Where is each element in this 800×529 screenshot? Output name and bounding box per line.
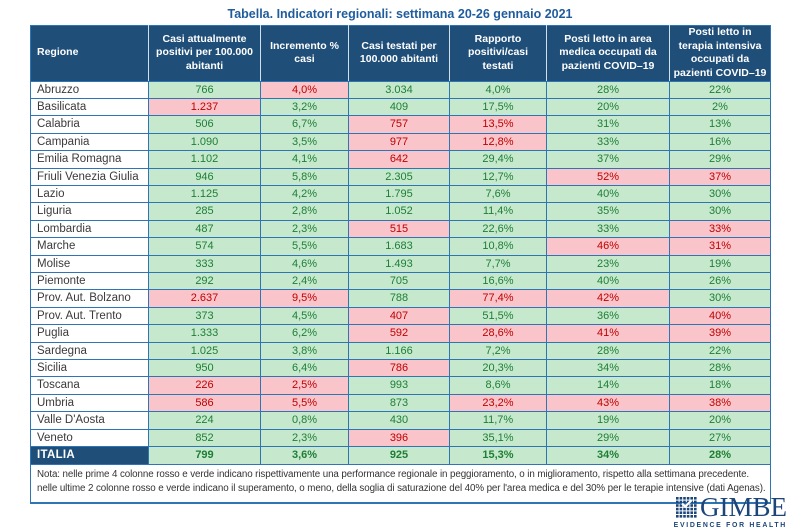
region-cell: Lombardia (31, 220, 149, 237)
value-cell: 766 (149, 81, 261, 98)
value-cell: 993 (349, 377, 450, 394)
value-cell: 3,5% (261, 133, 349, 150)
region-cell: Molise (31, 255, 149, 272)
region-cell: ITALIA (31, 447, 149, 464)
value-cell: 38% (670, 394, 771, 411)
table-row (31, 81, 771, 98)
value-cell: 852 (149, 429, 261, 446)
table-row (31, 342, 771, 359)
table-row (31, 429, 771, 446)
value-cell: 586 (149, 394, 261, 411)
value-cell: 77,4% (450, 290, 547, 307)
gimbe-logo-text: GIMBE (700, 492, 787, 522)
value-cell: 40% (547, 186, 670, 203)
value-cell: 34% (547, 447, 670, 464)
value-cell: 4,0% (261, 81, 349, 98)
value-cell: 1.052 (349, 203, 450, 220)
value-cell: 292 (149, 273, 261, 290)
value-cell: 46% (547, 238, 670, 255)
gimbe-logo-tagline: EVIDENCE FOR HEALTH (673, 522, 787, 529)
value-cell: 33% (547, 220, 670, 237)
value-cell: 19% (670, 255, 771, 272)
value-cell: 29% (547, 429, 670, 446)
value-cell: 16,6% (450, 273, 547, 290)
value-cell: 515 (349, 220, 450, 237)
value-cell: 29% (670, 151, 771, 168)
value-cell: 642 (349, 151, 450, 168)
value-cell: 33% (670, 220, 771, 237)
value-cell: 11,7% (450, 412, 547, 429)
value-cell: 396 (349, 429, 450, 446)
value-cell: 43% (547, 394, 670, 411)
region-cell: Emilia Romagna (31, 151, 149, 168)
value-cell: 786 (349, 360, 450, 377)
value-cell: 16% (670, 133, 771, 150)
value-cell: 30% (670, 290, 771, 307)
value-cell: 4,2% (261, 186, 349, 203)
table-row (31, 273, 771, 290)
region-cell: Friuli Venezia Giulia (31, 168, 149, 185)
value-cell: 373 (149, 307, 261, 324)
value-cell: 333 (149, 255, 261, 272)
value-cell: 430 (349, 412, 450, 429)
value-cell: 3.034 (349, 81, 450, 98)
value-cell: 506 (149, 116, 261, 133)
value-cell: 1.090 (149, 133, 261, 150)
value-cell: 20% (670, 412, 771, 429)
value-cell: 2.637 (149, 290, 261, 307)
value-cell: 30% (670, 203, 771, 220)
value-cell: 799 (149, 447, 261, 464)
region-cell: Abruzzo (31, 81, 149, 98)
value-cell: 487 (149, 220, 261, 237)
value-cell: 31% (547, 116, 670, 133)
table-row (31, 360, 771, 377)
region-cell: Marche (31, 238, 149, 255)
table-row (31, 98, 771, 115)
value-cell: 1.683 (349, 238, 450, 255)
table-row (31, 307, 771, 324)
value-cell: 11,4% (450, 203, 547, 220)
value-cell: 26% (670, 273, 771, 290)
table-row (31, 116, 771, 133)
value-cell: 6,4% (261, 360, 349, 377)
value-cell: 28% (670, 360, 771, 377)
table-row (31, 133, 771, 150)
table-row (31, 377, 771, 394)
value-cell: 22% (670, 81, 771, 98)
region-cell: Puglia (31, 325, 149, 342)
value-cell: 1.333 (149, 325, 261, 342)
value-cell: 226 (149, 377, 261, 394)
value-cell: 15,3% (450, 447, 547, 464)
region-cell: Prov. Aut. Bolzano (31, 290, 149, 307)
value-cell: 1.237 (149, 98, 261, 115)
value-cell: 2,8% (261, 203, 349, 220)
value-cell: 4,6% (261, 255, 349, 272)
table-row (31, 290, 771, 307)
value-cell: 14% (547, 377, 670, 394)
column-header-1: Casi attualmente positivi per 100.000 abitanti (149, 26, 261, 82)
gimbe-grid-check-icon (676, 497, 697, 518)
region-cell: Sicilia (31, 360, 149, 377)
table-row (31, 238, 771, 255)
region-cell: Piemonte (31, 273, 149, 290)
page-title: Tabella. Indicatori regionali: settimana 20-26 gennaio 2021 (227, 7, 573, 21)
value-cell: 4,1% (261, 151, 349, 168)
note-line-1: Nota: nelle prime 4 colonne rosso e verde indicano rispettivamente una performance regionale in peggioramento, o in miglioramento, rispetto alla settimana precedente. (37, 468, 750, 480)
value-cell: 950 (149, 360, 261, 377)
value-cell: 2,4% (261, 273, 349, 290)
region-cell: Valle D'Aosta (31, 412, 149, 429)
value-cell: 31% (670, 238, 771, 255)
column-header-2: Incremento % casi (261, 26, 349, 82)
value-cell: 17,5% (450, 98, 547, 115)
value-cell: 1.102 (149, 151, 261, 168)
table-row (31, 255, 771, 272)
value-cell: 7,6% (450, 186, 547, 203)
value-cell: 36% (547, 307, 670, 324)
note-box (30, 465, 771, 504)
value-cell: 30% (670, 186, 771, 203)
value-cell: 39% (670, 325, 771, 342)
region-cell: Campania (31, 133, 149, 150)
value-cell: 20,3% (450, 360, 547, 377)
value-cell: 28% (670, 447, 771, 464)
value-cell: 37% (670, 168, 771, 185)
value-cell: 19% (547, 412, 670, 429)
value-cell: 925 (349, 447, 450, 464)
table-row (31, 151, 771, 168)
note-line-2: nelle ultime 2 colonne rosso e verde indicano il superamento, o meno, della soglia di saturazione del 40% per l'area medica e del 30% per le terapie intensive (dati Agenas). (37, 483, 766, 495)
value-cell: 35,1% (450, 429, 547, 446)
value-cell: 27% (670, 429, 771, 446)
value-cell: 33% (547, 133, 670, 150)
region-cell: Toscana (31, 377, 149, 394)
value-cell: 5,5% (261, 238, 349, 255)
column-header-0: Regione (31, 26, 149, 82)
region-cell: Lazio (31, 186, 149, 203)
value-cell: 574 (149, 238, 261, 255)
value-cell: 788 (349, 290, 450, 307)
value-cell: 34% (547, 360, 670, 377)
value-cell: 977 (349, 133, 450, 150)
column-header-3: Casi testati per 100.000 abitanti (349, 26, 450, 82)
value-cell: 1.795 (349, 186, 450, 203)
value-cell: 873 (349, 394, 450, 411)
value-cell: 0,8% (261, 412, 349, 429)
region-cell: Veneto (31, 429, 149, 446)
value-cell: 23% (547, 255, 670, 272)
value-cell: 5,8% (261, 168, 349, 185)
value-cell: 51,5% (450, 307, 547, 324)
value-cell: 407 (349, 307, 450, 324)
value-cell: 13,5% (450, 116, 547, 133)
table-row (31, 203, 771, 220)
value-cell: 7,7% (450, 255, 547, 272)
value-cell: 6,7% (261, 116, 349, 133)
table-row (31, 220, 771, 237)
value-cell: 13% (670, 116, 771, 133)
region-cell: Sardegna (31, 342, 149, 359)
value-cell: 3,2% (261, 98, 349, 115)
value-cell: 28% (547, 342, 670, 359)
value-cell: 40% (670, 307, 771, 324)
value-cell: 22% (670, 342, 771, 359)
value-cell: 9,5% (261, 290, 349, 307)
table-row (31, 394, 771, 411)
table-row (31, 168, 771, 185)
value-cell: 1.166 (349, 342, 450, 359)
value-cell: 224 (149, 412, 261, 429)
value-cell: 8,6% (450, 377, 547, 394)
value-cell: 41% (547, 325, 670, 342)
value-cell: 22,6% (450, 220, 547, 237)
value-cell: 4,0% (450, 81, 547, 98)
region-cell: Prov. Aut. Trento (31, 307, 149, 324)
value-cell: 12,8% (450, 133, 547, 150)
value-cell: 40% (547, 273, 670, 290)
value-cell: 2,5% (261, 377, 349, 394)
value-cell: 757 (349, 116, 450, 133)
value-cell: 20% (547, 98, 670, 115)
value-cell: 2% (670, 98, 771, 115)
value-cell: 28,6% (450, 325, 547, 342)
table-row (31, 412, 771, 429)
table-row-total (31, 447, 771, 464)
value-cell: 2.305 (349, 168, 450, 185)
value-cell: 6,2% (261, 325, 349, 342)
value-cell: 5,5% (261, 394, 349, 411)
value-cell: 52% (547, 168, 670, 185)
region-cell: Liguria (31, 203, 149, 220)
region-cell: Calabria (31, 116, 149, 133)
value-cell: 705 (349, 273, 450, 290)
value-cell: 29,4% (450, 151, 547, 168)
value-cell: 23,2% (450, 394, 547, 411)
value-cell: 18% (670, 377, 771, 394)
region-cell: Umbria (31, 394, 149, 411)
value-cell: 37% (547, 151, 670, 168)
value-cell: 4,5% (261, 307, 349, 324)
table-row (31, 325, 771, 342)
value-cell: 2,3% (261, 429, 349, 446)
column-header-5: Posti letto in area medica occupati da pazienti COVID–19 (547, 26, 670, 82)
value-cell: 409 (349, 98, 450, 115)
table-header-row (31, 26, 771, 82)
value-cell: 1.493 (349, 255, 450, 272)
regional-indicators-table (30, 25, 771, 465)
value-cell: 1.125 (149, 186, 261, 203)
gimbe-logo (674, 494, 787, 529)
value-cell: 3,8% (261, 342, 349, 359)
value-cell: 592 (349, 325, 450, 342)
value-cell: 285 (149, 203, 261, 220)
value-cell: 7,2% (450, 342, 547, 359)
column-header-6: Posti letto in terapia intensiva occupati da pazienti COVID–19 (670, 26, 771, 82)
value-cell: 2,3% (261, 220, 349, 237)
value-cell: 35% (547, 203, 670, 220)
value-cell: 1.025 (149, 342, 261, 359)
value-cell: 28% (547, 81, 670, 98)
value-cell: 946 (149, 168, 261, 185)
column-header-4: Rapporto positivi/casi testati (450, 26, 547, 82)
value-cell: 10,8% (450, 238, 547, 255)
table-row (31, 186, 771, 203)
value-cell: 42% (547, 290, 670, 307)
region-cell: Basilicata (31, 98, 149, 115)
value-cell: 3,6% (261, 447, 349, 464)
value-cell: 12,7% (450, 168, 547, 185)
